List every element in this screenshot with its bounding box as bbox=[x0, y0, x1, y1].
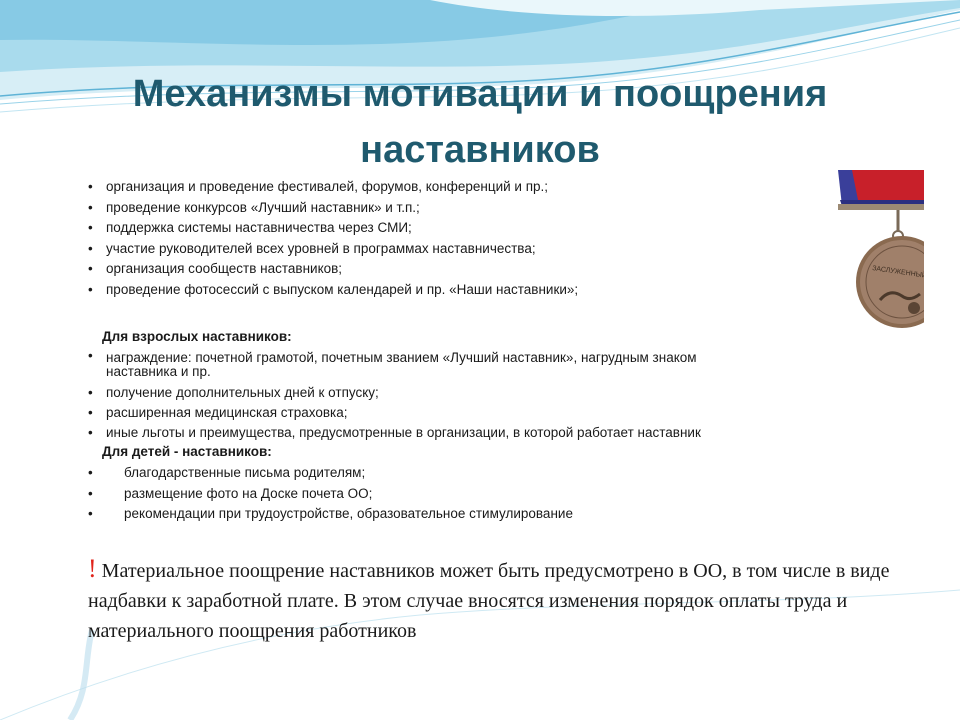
list-item: • благодарственные письма родителям; bbox=[84, 463, 824, 484]
list-item: • проведение фотосессий с выпуском календарей и пр. «Наши наставники»; bbox=[84, 280, 824, 301]
kids-measures-list bbox=[84, 463, 824, 525]
page-title-line1: Механизмы мотивации и поощрения bbox=[132, 73, 828, 115]
page-title bbox=[0, 66, 960, 178]
material-incentive-note bbox=[88, 554, 918, 646]
list-item: • награждение: почетной грамотой, почетным званием «Лучший наставник», нагрудным знаком наставника и пр. bbox=[84, 349, 746, 383]
list-item: • проведение конкурсов «Лучший наставник» и т.п.; bbox=[84, 198, 824, 219]
adult-mentors-heading: Для взрослых наставников: bbox=[102, 329, 292, 344]
general-measures-list bbox=[84, 177, 824, 300]
medal-image bbox=[832, 170, 924, 338]
list-item: • организация сообществ наставников; bbox=[84, 259, 824, 280]
list-item: • расширенная медицинская страховка; bbox=[84, 403, 884, 423]
list-item: • получение дополнительных дней к отпуску; bbox=[84, 383, 884, 403]
exclamation-mark: ! bbox=[88, 554, 97, 583]
list-item: • организация и проведение фестивалей, форумов, конференций и пр.; bbox=[84, 177, 824, 198]
list-item: • иные льготы и преимущества, предусмотренные в организации, в которой работает наставник bbox=[84, 423, 884, 443]
list-item: • поддержка системы наставничества через СМИ; bbox=[84, 218, 824, 239]
list-item: • размещение фото на Доске почета ОО; bbox=[84, 484, 824, 505]
list-item: • участие руководителей всех уровней в программах наставничества; bbox=[84, 239, 824, 260]
note-text: Материальное поощрение наставников может быть предусмотрено в ОО, в том числе в виде надбавки к заработной плате. В этом случае вносятся изменения порядок оплаты труда и материального поощрения работников bbox=[88, 560, 890, 642]
page-title-line2: наставников bbox=[360, 129, 600, 171]
measures-panel bbox=[84, 172, 824, 537]
kids-mentors-heading: Для детей - наставников: bbox=[102, 444, 272, 459]
list-item: • рекомендации при трудоустройстве, образовательное стимулирование bbox=[84, 504, 824, 525]
adult-measures-list bbox=[84, 349, 884, 443]
